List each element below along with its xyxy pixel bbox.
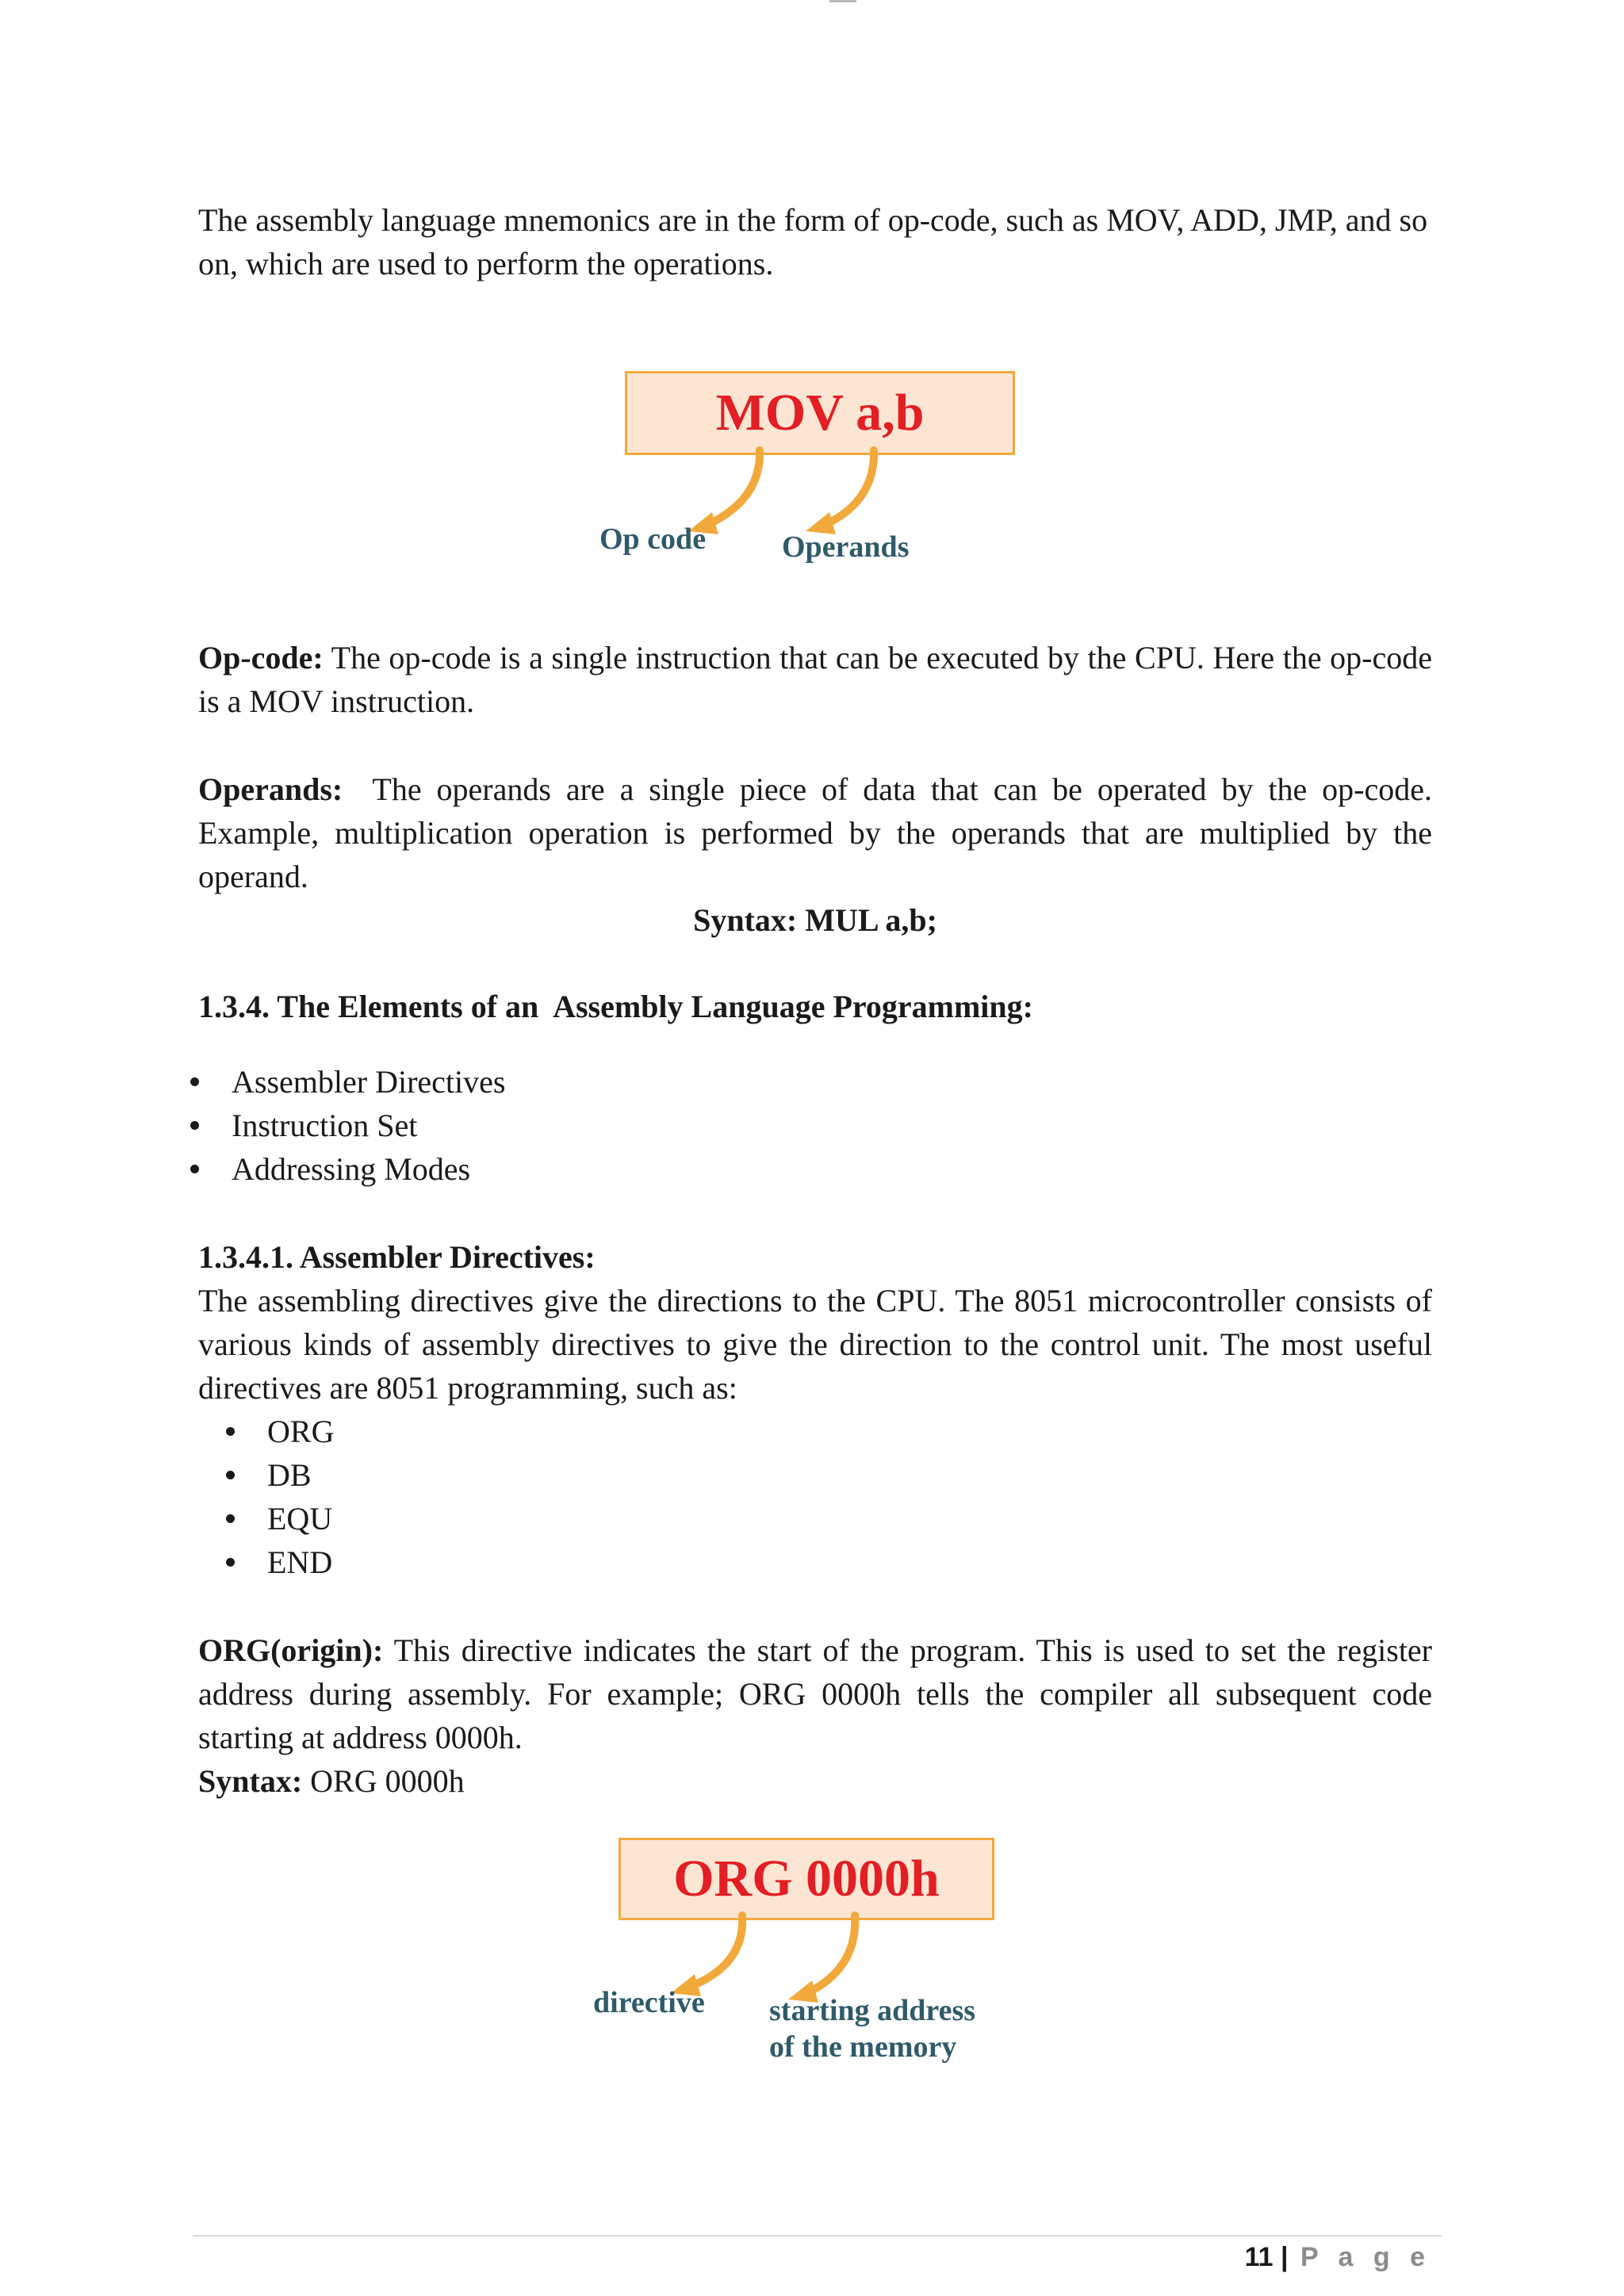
opcode-text: The op-code is a single instruction that can be executed by the CPU. Here the op-code is a MOV instruction. xyxy=(198,640,1432,719)
page-word: P a g e xyxy=(1300,2242,1431,2272)
operands-text: The operands are a single piece of data that can be operated by the op-code. Example, multiplication operation is performed by the operands that are multiplied by the operand. xyxy=(198,771,1440,894)
operands-paragraph xyxy=(198,767,1440,898)
list-item: ORG xyxy=(226,1410,334,1453)
bullet-icon xyxy=(226,1471,235,1479)
opcode-arrow xyxy=(707,450,760,525)
subsection-heading: 1.3.4.1. Assembler Directives: xyxy=(198,1239,596,1275)
list-item: DB xyxy=(226,1453,334,1497)
operands-label: Operands xyxy=(782,530,910,564)
bullet-icon xyxy=(190,1165,199,1173)
footer-divider xyxy=(193,2235,1442,2237)
intro-paragraph: The assembly language mnemonics are in the form of op-code, such as MOV, ADD, JMP, and so on, which are used to perform the operations. xyxy=(198,202,1428,281)
bullet-icon xyxy=(190,1121,199,1130)
org-text: This directive indicates the start of the program. This is used to set the register address during assembly. For example; ORG 0000h tells the compiler all subsequent code starting at address 0000h. xyxy=(198,1632,1432,1755)
opcode-label: Op code xyxy=(599,522,707,556)
list-item: END xyxy=(226,1540,334,1584)
list-item: EQU xyxy=(226,1497,334,1540)
org-syntax-term: Syntax: xyxy=(198,1763,303,1799)
mul-syntax: Syntax: MUL a,b; xyxy=(693,902,937,938)
page-number: 11 xyxy=(1244,2242,1274,2272)
address-arrow xyxy=(807,1915,855,1993)
directive-arrow xyxy=(690,1915,742,1987)
page-footer xyxy=(1245,2242,1431,2273)
memory-label: of the memory xyxy=(769,2030,957,2064)
opcode-paragraph xyxy=(198,636,1432,723)
elements-list xyxy=(190,1060,505,1191)
org-syntax-text: ORG 0000h xyxy=(302,1763,465,1799)
opcode-term: Op-code: xyxy=(198,640,324,675)
starting-address-label: starting address xyxy=(769,1994,976,2027)
directive-label: directive xyxy=(593,1986,705,2019)
directives-paragraph: The assembling directives give the directions to the CPU. The 8051 microcontroller consists of various kinds of assembly directives to give the direction to the control unit. The most useful directives are 8051 programming, such as: xyxy=(198,1283,1432,1406)
operands-arrow xyxy=(825,450,874,525)
mov-figure xyxy=(587,365,1031,587)
bullet-icon xyxy=(226,1427,235,1436)
list-item: Assembler Directives xyxy=(190,1060,505,1104)
scan-mark xyxy=(829,0,856,2)
org-instruction-text: ORG 0000h xyxy=(673,1850,940,1908)
org-figure xyxy=(587,1831,1031,2069)
org-syntax xyxy=(198,1759,1432,1803)
bullet-icon xyxy=(190,1077,199,1086)
footer-separator: | xyxy=(1281,2242,1289,2272)
section-heading: 1.3.4. The Elements of an Assembly Language Programming: xyxy=(198,989,1033,1024)
list-item: Addressing Modes xyxy=(190,1147,505,1191)
org-term: ORG(origin): xyxy=(198,1632,384,1668)
list-item: Instruction Set xyxy=(190,1104,505,1147)
bullet-icon xyxy=(226,1558,235,1567)
mov-instruction-text: MOV a,b xyxy=(715,384,925,442)
org-paragraph xyxy=(198,1628,1432,1759)
bullet-icon xyxy=(226,1514,235,1523)
operands-term: Operands: xyxy=(198,771,343,807)
directives-list xyxy=(226,1410,334,1584)
